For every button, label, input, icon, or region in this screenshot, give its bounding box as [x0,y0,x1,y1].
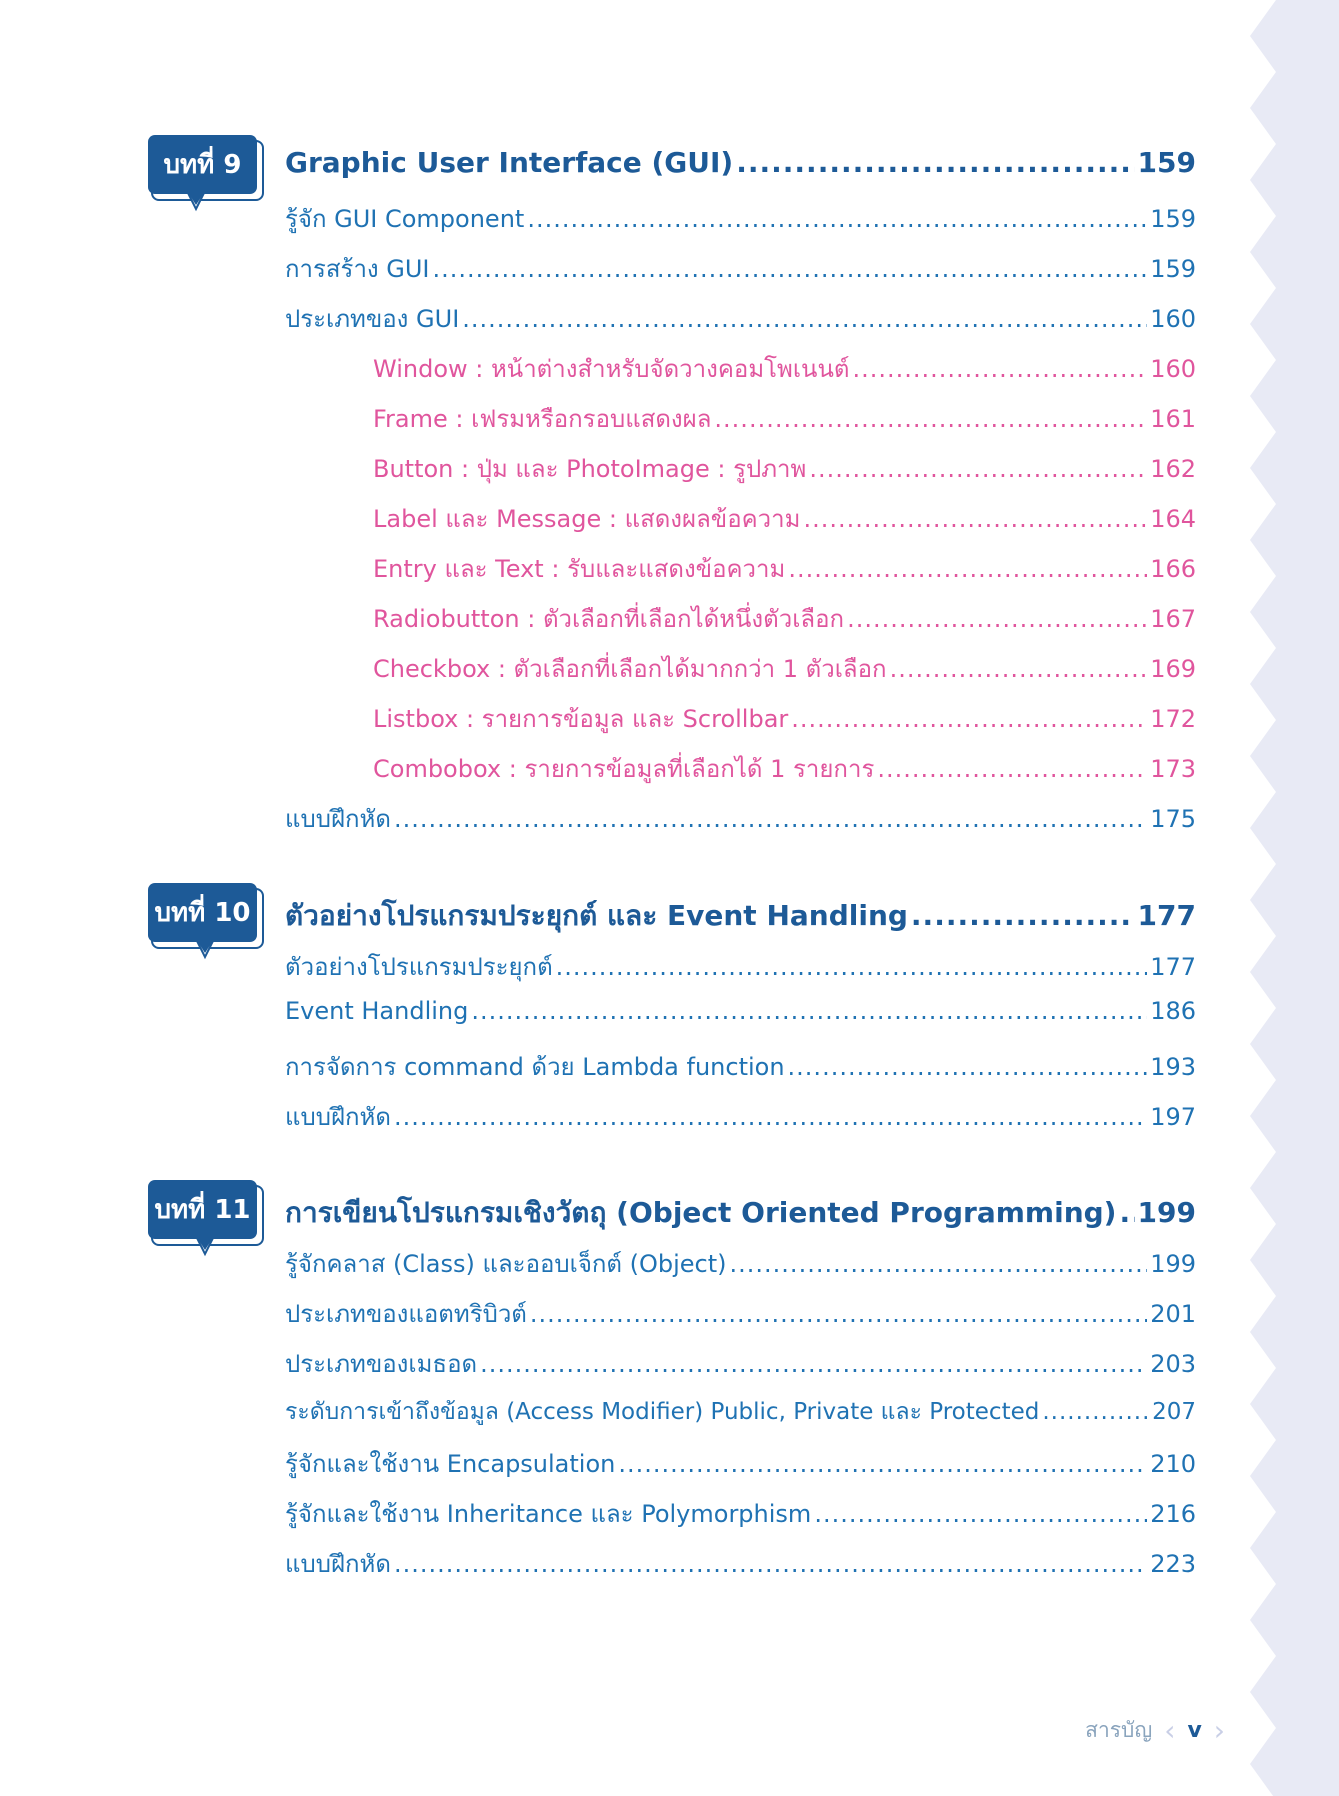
toc-entry-page: 169 [1150,655,1196,683]
dot-leader [480,1350,1147,1378]
zigzag-border-decoration [1250,0,1339,1796]
toc-entry-page: 160 [1150,305,1196,333]
toc-entry-page: 172 [1150,705,1196,733]
toc-entry-text: Radiobutton : ตัวเลือกที่เลือกได้หนึ่งตัวเลือก [373,605,845,633]
toc-entry-text: Entry และ Text : รับและแสดงข้อความ [373,555,786,583]
chapter-badge-label: บทที่ 10 [154,898,251,928]
toc-entry[interactable] [285,1344,1196,1384]
dot-leader [736,146,1134,179]
dot-leader [814,1500,1147,1528]
toc-entry[interactable] [285,1544,1196,1584]
toc-sub-entry[interactable] [373,599,1196,639]
chapter-badge-label: บทที่ 11 [154,1195,251,1225]
toc-entry-page: 159 [1150,205,1196,233]
toc-sub-entry[interactable] [373,749,1196,789]
chapter-badge [148,135,263,198]
toc-entry-text: Checkbox : ตัวเลือกที่เลือกได้มากกว่า 1 ตัวเลือก [373,655,887,683]
toc-entry-page: 159 [1150,255,1196,283]
toc-entry-text: ระดับการเข้าถึงข้อมูล (Access Modifier) Public, Private และ Protected [285,1399,1040,1425]
toc-sub-entry[interactable] [373,399,1196,439]
toc-entry[interactable] [285,1244,1196,1284]
dot-leader [788,1053,1148,1081]
toc-entry-page: 203 [1150,1350,1196,1378]
toc-sub-entry[interactable] [373,649,1196,689]
toc-entry-text: ประเภทของเมธอด [285,1350,478,1378]
toc-entry[interactable] [285,1494,1196,1534]
chapter-title: Graphic User Interface (GUI) [285,146,734,179]
dot-leader [809,455,1147,483]
dot-leader [556,953,1148,981]
chapter-title-entry[interactable] [285,146,1196,186]
toc-entry[interactable] [285,299,1196,339]
dot-leader [911,899,1135,932]
toc-sub-entry[interactable] [373,349,1196,389]
toc-entry-text: แบบฝึกหัด [285,1550,391,1578]
dot-leader [1042,1399,1149,1425]
page-footer [1085,1712,1225,1748]
dot-leader [471,997,1147,1025]
dot-leader [433,255,1148,283]
dot-leader [730,1250,1148,1278]
toc-entry[interactable] [285,997,1196,1037]
chapter-page-number: 159 [1137,146,1196,179]
toc-entry-text: แบบฝึกหัด [285,1103,391,1131]
dot-leader [394,1103,1147,1131]
toc-entry[interactable] [285,1097,1196,1137]
toc-entry-text: ตัวอย่างโปรแกรมประยุกต์ [285,953,553,981]
toc-sub-entry[interactable] [373,699,1196,739]
dot-leader [714,405,1147,433]
toc-sub-entry[interactable] [373,449,1196,489]
toc-entry-page: 160 [1150,355,1196,383]
toc-entry-text: Frame : เฟรมหรือกรอบแสดงผล [373,405,712,433]
toc-entry-page: 166 [1150,555,1196,583]
dot-leader [852,355,1147,383]
chapter-title-entry[interactable] [285,1191,1196,1231]
toc-entry-page: 197 [1150,1103,1196,1131]
toc-entry-text: แบบฝึกหัด [285,805,391,833]
toc-entry-page: 173 [1150,755,1196,783]
toc-entry-text: รู้จักและใช้งาน Inheritance และ Polymorphism [285,1500,812,1528]
toc-entry[interactable] [285,249,1196,289]
toc-entry-text: Listbox : รายการข้อมูล และ Scrollbar [373,705,789,733]
toc-entry-text: รู้จักและใช้งาน Encapsulation [285,1450,616,1478]
toc-entry-text: การสร้าง GUI [285,255,430,283]
toc-entry-text: ประเภทของแอตทริบิวต์ [285,1300,527,1328]
toc-entry-page: 201 [1150,1300,1196,1328]
toc-entry-text: รู้จัก GUI Component [285,205,525,233]
chevron-right-icon[interactable]: › [1213,1713,1225,1747]
chapter-badge [148,1180,263,1243]
chapter-badge-label: บทที่ 9 [163,150,242,180]
page-number: v [1187,1717,1202,1743]
toc-entry-text: การจัดการ command ด้วย Lambda function [285,1053,785,1081]
toc-entry-page: 161 [1150,405,1196,433]
toc-entry-page: 216 [1150,1500,1196,1528]
dot-leader [788,555,1147,583]
chapter-title: การเขียนโปรแกรมเชิงวัตถุ (Object Oriented Programming) [285,1196,1117,1229]
toc-entry-text: รู้จักคลาส (Class) และออบเจ็กต์ (Object) [285,1250,727,1278]
dot-leader [803,505,1147,533]
toc-entry-page: 186 [1150,997,1196,1025]
dot-leader [394,805,1147,833]
toc-entry-text: Combobox : รายการข้อมูลที่เลือกได้ 1 รายการ [373,755,875,783]
toc-entry-page: 199 [1150,1250,1196,1278]
dot-leader [847,605,1147,633]
toc-entry-text: Label และ Message : แสดงผลข้อความ [373,505,801,533]
toc-entry[interactable] [285,1444,1196,1484]
toc-entry[interactable] [285,947,1196,987]
dot-leader [890,655,1148,683]
dot-leader [527,205,1147,233]
toc-entry-page: 207 [1152,1399,1196,1425]
chapter-page-number: 199 [1137,1196,1196,1229]
toc-entry[interactable] [285,1394,1196,1434]
dot-leader [877,755,1147,783]
footer-label: สารบัญ [1085,1717,1153,1742]
chapter-page-number: 177 [1137,899,1196,932]
toc-entry-text: Button : ปุ่ม และ PhotoImage : รูปภาพ [373,455,807,483]
toc-entry-text: Window : หน้าต่างสำหรับจัดวางคอมโพเนนต์ [373,355,850,383]
chevron-left-icon[interactable]: ‹ [1164,1713,1176,1747]
chapter-badge [148,883,263,946]
toc-entry-page: 177 [1150,953,1196,981]
toc-entry[interactable] [285,199,1196,239]
dot-leader [530,1300,1147,1328]
dot-leader [618,1450,1147,1478]
toc-entry[interactable] [285,799,1196,839]
toc-sub-entry[interactable] [373,549,1196,589]
chapter-title: ตัวอย่างโปรแกรมประยุกต์ และ Event Handling [285,899,908,932]
dot-leader [462,305,1147,333]
toc-entry[interactable] [285,1294,1196,1334]
dot-leader [1119,1196,1134,1229]
chapter-title-entry[interactable] [285,894,1196,934]
toc-entry-page: 210 [1150,1450,1196,1478]
toc-entry[interactable] [285,1047,1196,1087]
toc-sub-entry[interactable] [373,499,1196,539]
toc-entry-page: 167 [1150,605,1196,633]
toc-entry-page: 164 [1150,505,1196,533]
toc-entry-page: 223 [1150,1550,1196,1578]
toc-entry-text: ประเภทของ GUI [285,305,460,333]
dot-leader [394,1550,1147,1578]
toc-entry-page: 162 [1150,455,1196,483]
dot-leader [791,705,1147,733]
toc-entry-page: 193 [1150,1053,1196,1081]
toc-entry-page: 175 [1150,805,1196,833]
toc-entry-text: Event Handling [285,997,469,1025]
